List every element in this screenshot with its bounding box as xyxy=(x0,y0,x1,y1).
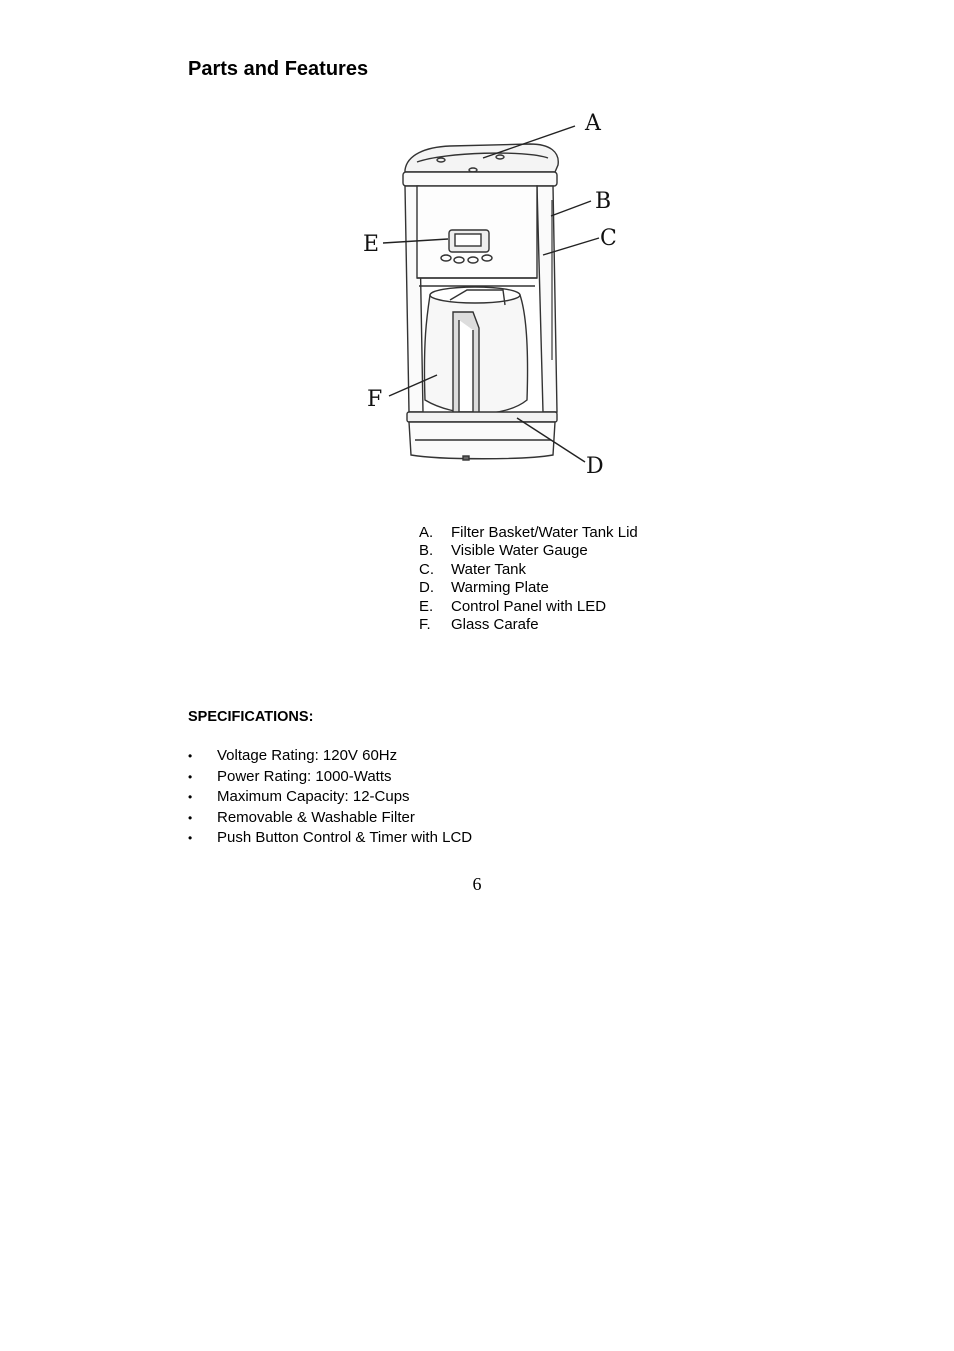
spec-text: Voltage Rating: 120V 60Hz xyxy=(217,747,398,764)
part-name: Visible Water Gauge xyxy=(451,542,588,560)
callout-d: D xyxy=(586,454,604,479)
bullet-icon: • xyxy=(188,831,193,846)
parts-list xyxy=(419,524,638,634)
coffee-maker-diagram xyxy=(355,100,625,485)
list-item xyxy=(188,746,472,767)
specifications-list xyxy=(188,746,472,849)
list-item xyxy=(188,787,472,808)
part-name: Filter Basket/Water Tank Lid xyxy=(451,524,638,541)
callout-e: E xyxy=(363,232,380,257)
part-name: Warming Plate xyxy=(451,579,549,597)
callout-b: B xyxy=(595,189,612,214)
part-letter: C. xyxy=(419,560,434,578)
bullet-icon: • xyxy=(188,810,193,825)
list-item xyxy=(419,579,638,597)
page-number: 6 xyxy=(472,874,482,894)
list-item xyxy=(188,767,472,788)
part-letter: E. xyxy=(419,597,434,615)
lid-outline xyxy=(405,144,558,172)
bullet-icon: • xyxy=(188,790,193,805)
spec-text: Push Button Control & Timer with LCD xyxy=(217,829,473,847)
list-item xyxy=(419,524,638,542)
part-name: Glass Carafe xyxy=(451,616,539,634)
bullet-icon: • xyxy=(188,749,193,763)
list-item xyxy=(419,542,638,560)
part-letter: F. xyxy=(419,616,431,634)
callout-f: F xyxy=(367,387,383,412)
page-heading: Parts and Features xyxy=(188,58,369,80)
list-item xyxy=(419,561,638,579)
bullet-icon: • xyxy=(188,769,193,784)
specifications-heading: SPECIFICATIONS: xyxy=(188,709,314,725)
spec-text: Maximum Capacity: 12-Cups xyxy=(217,788,410,806)
spec-text: Removable & Washable Filter xyxy=(217,808,415,826)
part-letter: D. xyxy=(419,579,434,597)
list-item xyxy=(188,828,472,849)
part-name: Water Tank xyxy=(451,560,527,578)
list-item xyxy=(419,598,638,616)
part-letter: A. xyxy=(419,524,434,541)
part-letter: B. xyxy=(419,542,434,560)
list-item xyxy=(188,808,472,829)
part-name: Control Panel with LED xyxy=(451,597,607,615)
spec-text: Power Rating: 1000-Watts xyxy=(217,767,392,785)
list-item xyxy=(419,616,638,634)
callout-a: A xyxy=(585,111,601,136)
callout-c: C xyxy=(600,226,617,251)
